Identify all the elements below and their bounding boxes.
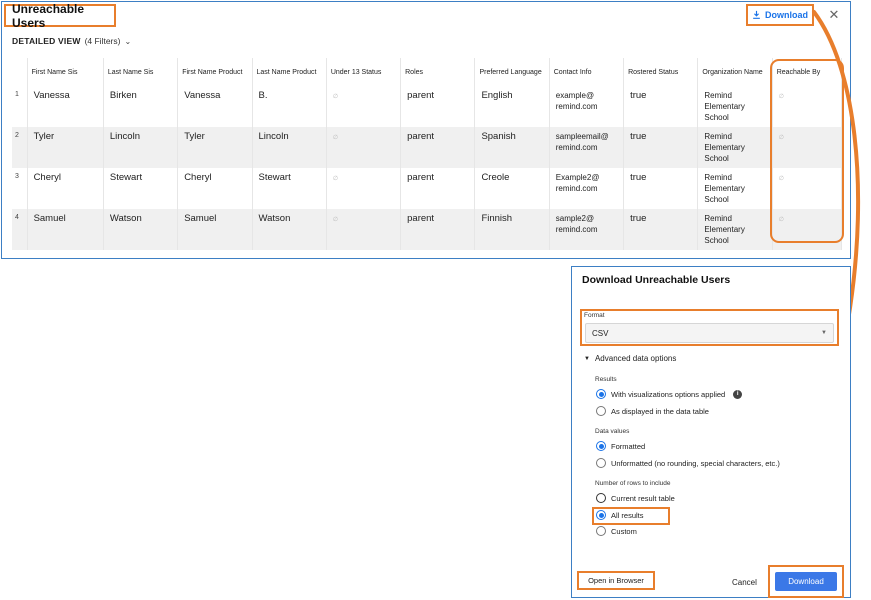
format-select[interactable] — [585, 323, 834, 343]
cell-reachable-by — [772, 127, 841, 168]
view-selector[interactable] — [12, 36, 131, 46]
cancel-button[interactable]: Cancel — [732, 578, 757, 587]
cell-language: English — [475, 86, 549, 127]
radio-unformatted[interactable] — [596, 458, 780, 468]
close-icon[interactable]: ✕ — [828, 7, 840, 22]
cell-first-name-product: Vanessa — [178, 86, 252, 127]
cell-organization: Remind Elementary School — [698, 168, 772, 209]
row-number: 4 — [12, 209, 27, 250]
row-number: 3 — [12, 168, 27, 209]
table-row — [12, 127, 842, 168]
cell-role: parent — [401, 168, 475, 209]
col-header-reachable-by[interactable]: Reachable By — [772, 58, 841, 86]
cell-contact: example@ remind.com — [549, 86, 623, 127]
download-icon — [752, 10, 761, 20]
table-row — [12, 209, 842, 250]
cell-first-name-sis: Cheryl — [27, 168, 103, 209]
table-row — [12, 86, 842, 127]
cell-last-name-sis: Stewart — [103, 168, 177, 209]
cell-rostered: true — [624, 127, 698, 168]
col-header-last-name-product[interactable]: Last Name Product — [252, 58, 326, 86]
cell-reachable-by — [772, 168, 841, 209]
caret-down-icon: ▼ — [821, 330, 827, 336]
cell-first-name-sis: Vanessa — [27, 86, 103, 127]
cell-language: Spanish — [475, 127, 549, 168]
format-value: CSV — [592, 328, 609, 338]
radio-label: Custom — [611, 526, 637, 536]
download-button[interactable]: Download — [775, 572, 837, 591]
null-value: ∅ — [332, 176, 339, 182]
cell-role: parent — [401, 127, 475, 168]
radio-unselected-icon — [596, 493, 606, 503]
cell-under-13 — [326, 86, 400, 127]
unreachable-users-panel — [1, 1, 851, 259]
radio-label: Unformatted (no rounding, special characters, etc.) — [611, 458, 780, 468]
cell-rostered: true — [624, 168, 698, 209]
data-values-label: Data values — [595, 428, 630, 435]
col-header-language[interactable]: Preferred Language — [475, 58, 549, 86]
col-header-organization[interactable]: Organization Name — [698, 58, 772, 86]
format-field-highlight — [580, 309, 839, 346]
cell-last-name-product: B. — [252, 86, 326, 127]
radio-current-result[interactable] — [596, 493, 675, 503]
cell-contact: sampleemail@ remind.com — [549, 127, 623, 168]
cell-reachable-by — [772, 86, 841, 127]
cell-last-name-sis: Watson — [103, 209, 177, 250]
panel-title: Unreachable Users — [4, 4, 116, 27]
radio-formatted[interactable] — [596, 441, 645, 451]
col-header-roles[interactable]: Roles — [401, 58, 475, 86]
radio-label: With visualizations options applied — [611, 389, 726, 399]
results-label: Results — [595, 376, 617, 383]
radio-all-results[interactable] — [596, 510, 644, 520]
col-header-first-name-sis[interactable]: First Name Sis — [27, 58, 103, 86]
download-link-label: Download — [765, 10, 808, 20]
cell-first-name-product: Cheryl — [178, 168, 252, 209]
col-header-last-name-sis[interactable]: Last Name Sis — [103, 58, 177, 86]
radio-label: Formatted — [611, 441, 646, 451]
null-value: ∅ — [332, 135, 339, 141]
row-number: 1 — [12, 86, 27, 127]
radio-selected-icon — [596, 389, 606, 399]
null-value: ∅ — [332, 217, 339, 223]
radio-label: Current result table — [611, 493, 675, 503]
cell-contact: sample2@ remind.com — [549, 209, 623, 250]
cell-first-name-product: Tyler — [178, 127, 252, 168]
cell-rostered: true — [624, 209, 698, 250]
cell-last-name-product: Stewart — [252, 168, 326, 209]
col-header-first-name-product[interactable]: First Name Product — [178, 58, 252, 86]
results-table — [12, 58, 842, 250]
radio-selected-icon — [596, 441, 606, 451]
cell-contact: Example2@ remind.com — [549, 168, 623, 209]
col-header-num — [12, 58, 27, 86]
cell-first-name-sis: Tyler — [27, 127, 103, 168]
format-label: Format — [584, 312, 605, 319]
null-value: ∅ — [778, 176, 784, 182]
cell-under-13 — [326, 209, 400, 250]
radio-label: As displayed in the data table — [611, 406, 709, 416]
view-label: DETAILED VIEW — [12, 36, 81, 46]
download-button-highlight — [768, 565, 844, 598]
cell-organization: Remind Elementary School — [698, 86, 772, 127]
chevron-down-icon: ⌄ — [124, 36, 132, 46]
advanced-options-toggle[interactable] — [584, 354, 676, 363]
cell-first-name-product: Samuel — [178, 209, 252, 250]
cell-role: parent — [401, 209, 475, 250]
cell-rostered: true — [624, 86, 698, 127]
rows-label: Number of rows to include — [595, 480, 671, 487]
null-value: ∅ — [778, 94, 784, 100]
cell-under-13 — [326, 168, 400, 209]
info-icon[interactable]: i — [733, 390, 742, 399]
cell-under-13 — [326, 127, 400, 168]
cell-first-name-sis: Samuel — [27, 209, 103, 250]
cell-language: Creole — [475, 168, 549, 209]
download-link[interactable] — [746, 4, 814, 26]
advanced-options-label: Advanced data options — [594, 354, 677, 363]
radio-label: All results — [611, 510, 644, 520]
cell-last-name-sis: Lincoln — [103, 127, 177, 168]
radio-unselected-icon — [596, 458, 606, 468]
radio-custom[interactable] — [596, 526, 637, 536]
cell-role: parent — [401, 86, 475, 127]
table-row — [12, 168, 842, 209]
radio-results-visualization[interactable] — [596, 389, 742, 399]
null-value: ∅ — [778, 217, 784, 223]
col-header-rostered[interactable]: Rostered Status — [624, 58, 698, 86]
download-dialog — [571, 266, 851, 598]
cell-organization: Remind Elementary School — [698, 127, 772, 168]
col-header-under-13[interactable]: Under 13 Status — [326, 58, 400, 86]
radio-selected-icon — [596, 510, 606, 520]
table-header-row — [12, 58, 842, 86]
cell-organization: Remind Elementary School — [698, 209, 772, 250]
null-value: ∅ — [332, 94, 339, 100]
radio-unselected-icon — [596, 526, 606, 536]
filters-count: (4 Filters) — [84, 36, 121, 46]
radio-unselected-icon — [596, 406, 606, 416]
cell-language: Finnish — [475, 209, 549, 250]
cell-last-name-product: Watson — [252, 209, 326, 250]
triangle-down-icon: ▼ — [584, 355, 590, 362]
radio-results-table[interactable] — [596, 406, 709, 416]
cell-last-name-sis: Birken — [103, 86, 177, 127]
cell-reachable-by — [772, 209, 841, 250]
open-in-browser-button[interactable]: Open in Browser — [577, 571, 655, 590]
null-value: ∅ — [778, 135, 784, 141]
col-header-contact[interactable]: Contact Info — [549, 58, 623, 86]
row-number: 2 — [12, 127, 27, 168]
dialog-title: Download Unreachable Users — [582, 274, 731, 286]
cell-last-name-product: Lincoln — [252, 127, 326, 168]
